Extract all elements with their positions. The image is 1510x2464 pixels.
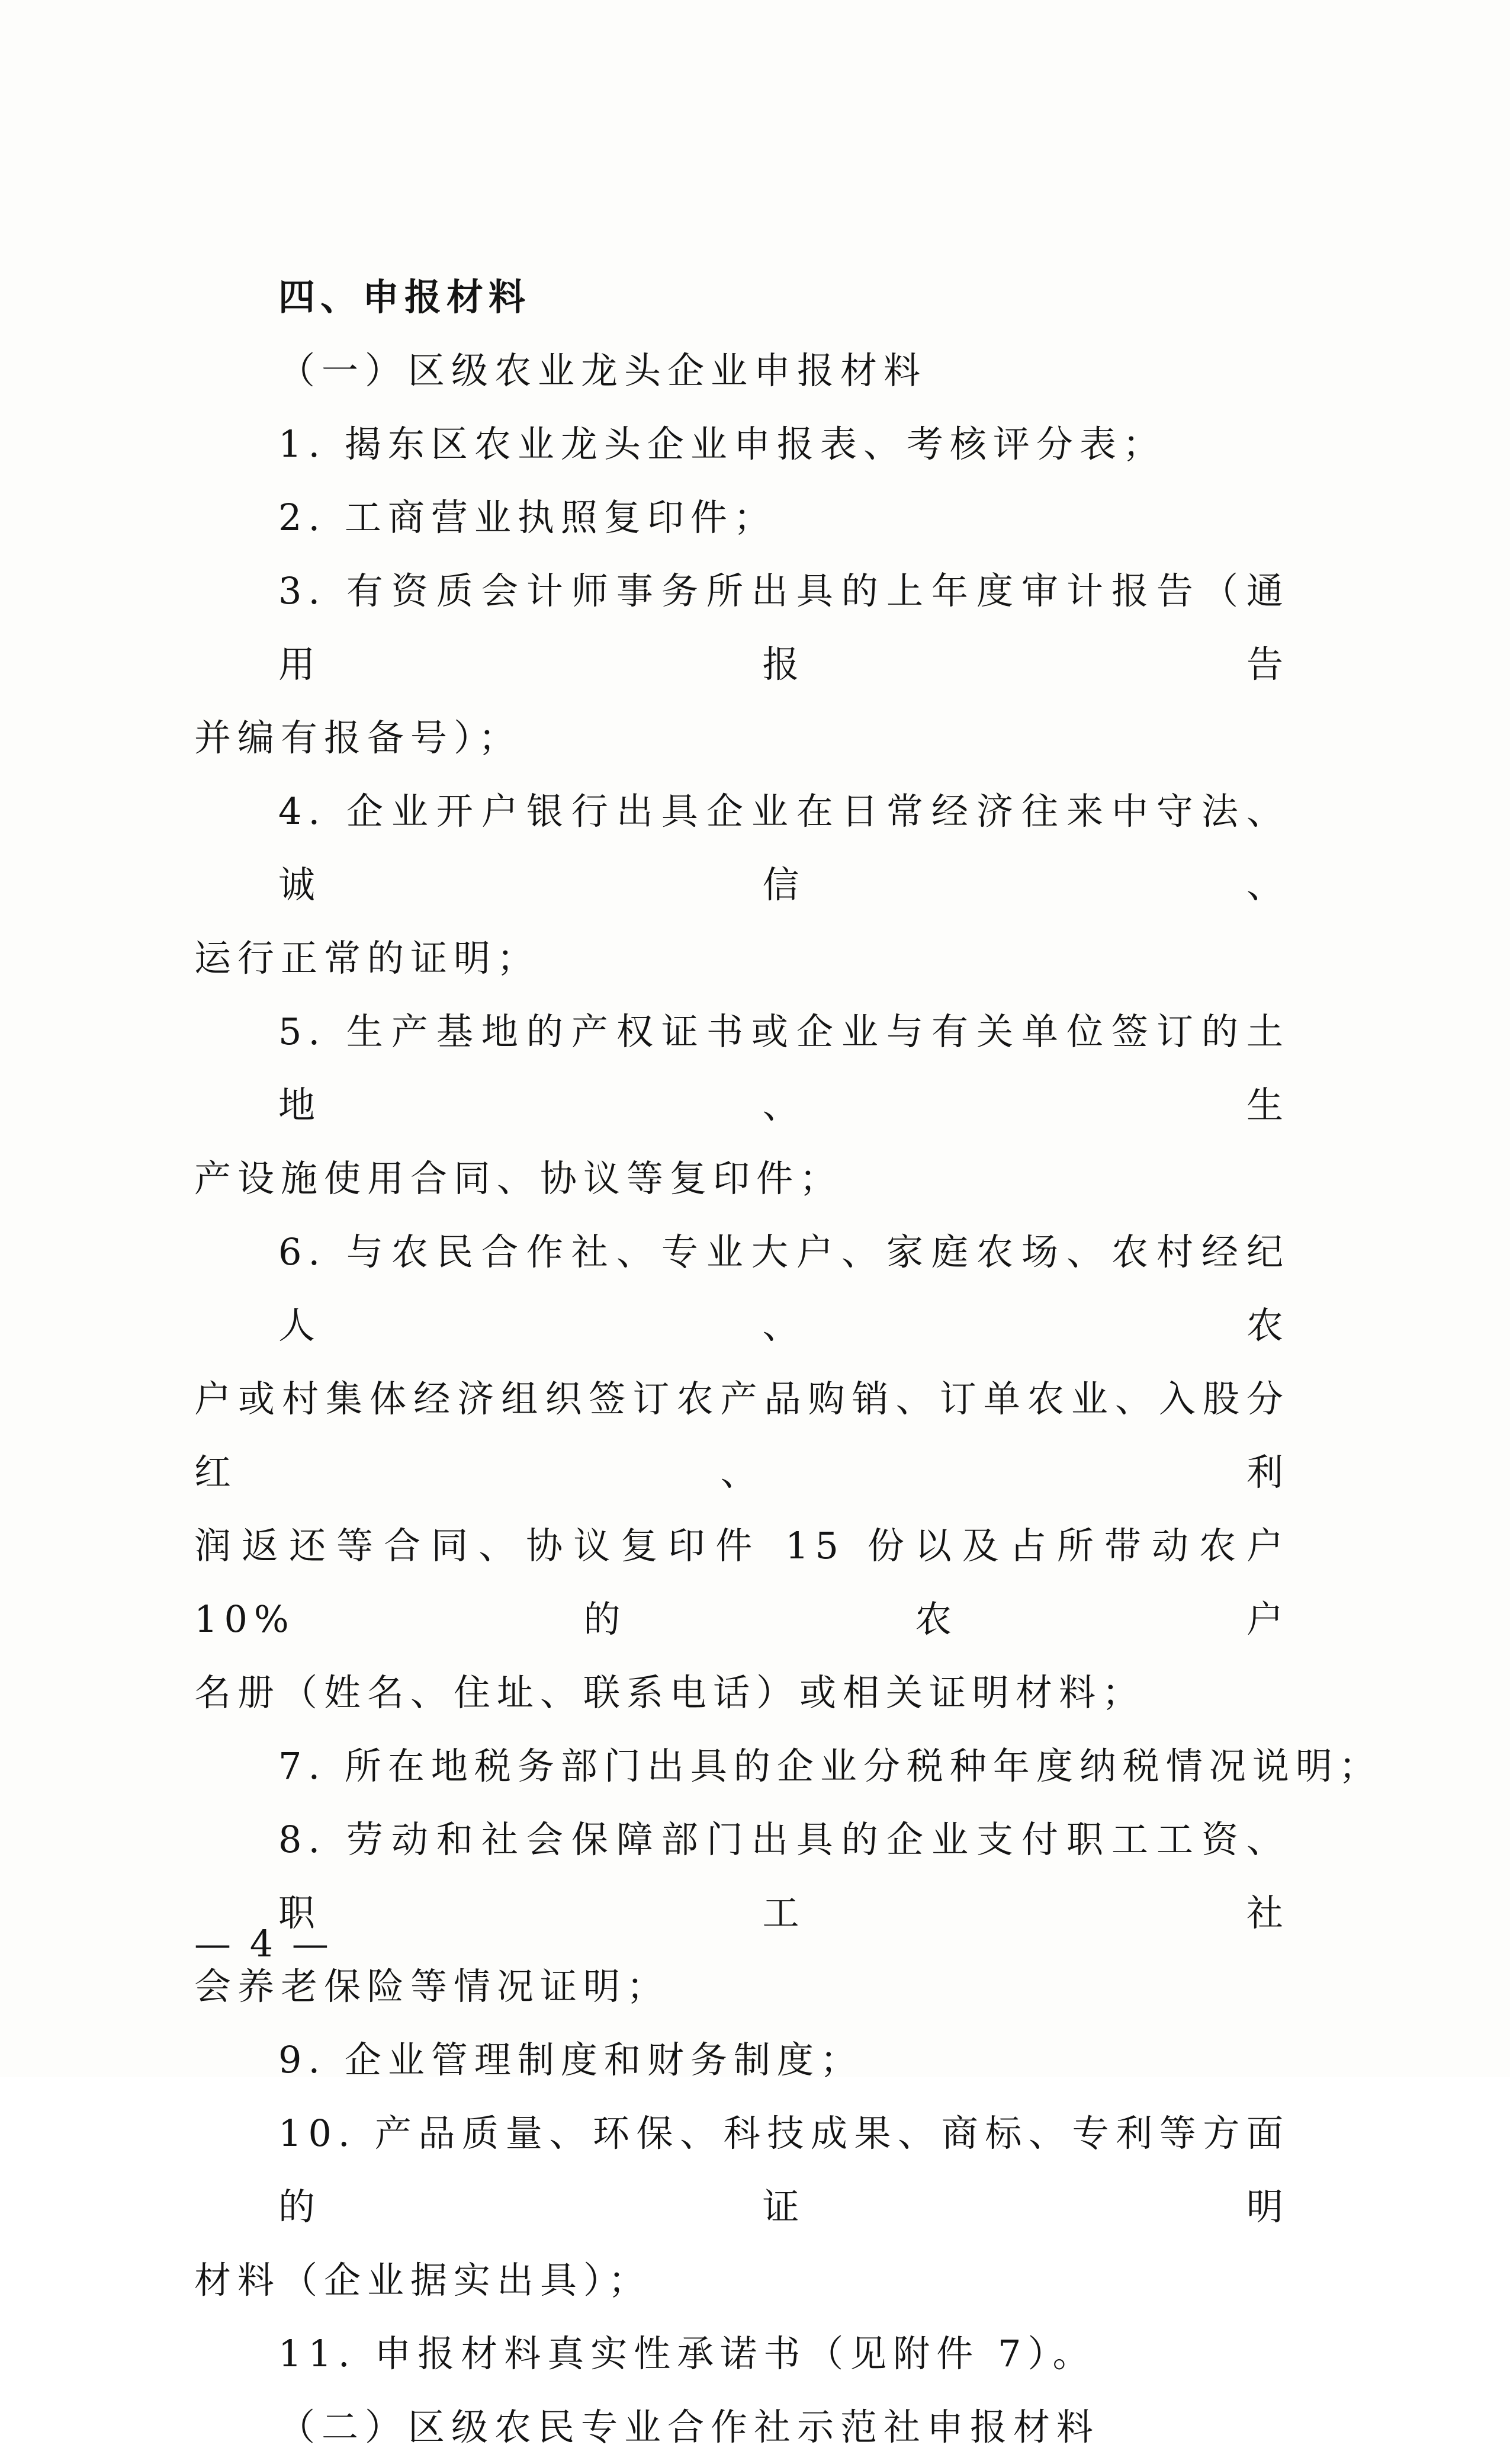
list-item-2-line-1: 2. 工商营业执照复印件； — [278, 496, 777, 539]
list-item-3-line-2: 并编有报备号）； — [194, 716, 522, 759]
list-item-1-line-1: 1. 揭东区农业龙头企业申报表、考核评分表； — [278, 422, 1166, 466]
list-item-4-line-1: 4. 企业开户银行出具企业在日常经济往来中守法、诚信、 — [278, 790, 1290, 906]
subsection-2-title: （二）区级农民专业合作社示范社申报材料 — [278, 2405, 1100, 2449]
list-item-7-line-1: 7. 所在地税务部门出具的企业分税种年度纳税情况说明； — [278, 1744, 1382, 1788]
list-item-10-line-2: 材料（企业据实出具）； — [194, 2258, 652, 2302]
list-item-6-line-1: 6. 与农民合作社、专业大户、家庭农场、农村经纪人、农 — [278, 1230, 1290, 1347]
list-item-11-line-1: 11. 申报材料真实性承诺书（见附件 7）。 — [278, 2332, 1096, 2375]
section-heading: 四、申报材料 — [278, 275, 531, 319]
list-item-9-line-1: 9. 企业管理制度和财务制度； — [278, 2038, 863, 2081]
list-item-10-line-1: 10. 产品质量、环保、科技成果、商标、专利等方面的证明 — [278, 2112, 1290, 2228]
list-item-3-line-1: 3. 有资质会计师事务所出具的上年度审计报告（通用报告 — [278, 569, 1290, 686]
list-item-5-line-1: 5. 生产基地的产权证书或企业与有关单位签订的土地、生 — [278, 1010, 1290, 1127]
subsection-1-title: （一）区级农业龙头企业申报材料 — [278, 349, 927, 392]
list-item-4-line-2: 运行正常的证明； — [194, 936, 541, 980]
page-number: — 4 — — [194, 1922, 332, 1965]
list-item-6-line-2: 户或村集体经济组织签订农产品购销、订单农业、入股分红、利 — [194, 1377, 1290, 1494]
list-item-6-line-3: 润返还等合同、协议复印件 15 份以及占所带动农户 10%的农户 — [194, 1524, 1290, 1641]
list-item-5-line-2: 产设施使用合同、协议等复印件； — [194, 1157, 843, 1200]
list-item-8-line-2: 会养老保险等情况证明； — [194, 1965, 670, 2008]
list-item-6-line-4: 名册（姓名、住址、联系电话）或相关证明材料； — [194, 1671, 1146, 1714]
list-item-8-line-1: 8. 劳动和社会保障部门出具的企业支付职工工资、职工社 — [278, 1818, 1290, 1934]
document-body — [194, 261, 1382, 2464]
